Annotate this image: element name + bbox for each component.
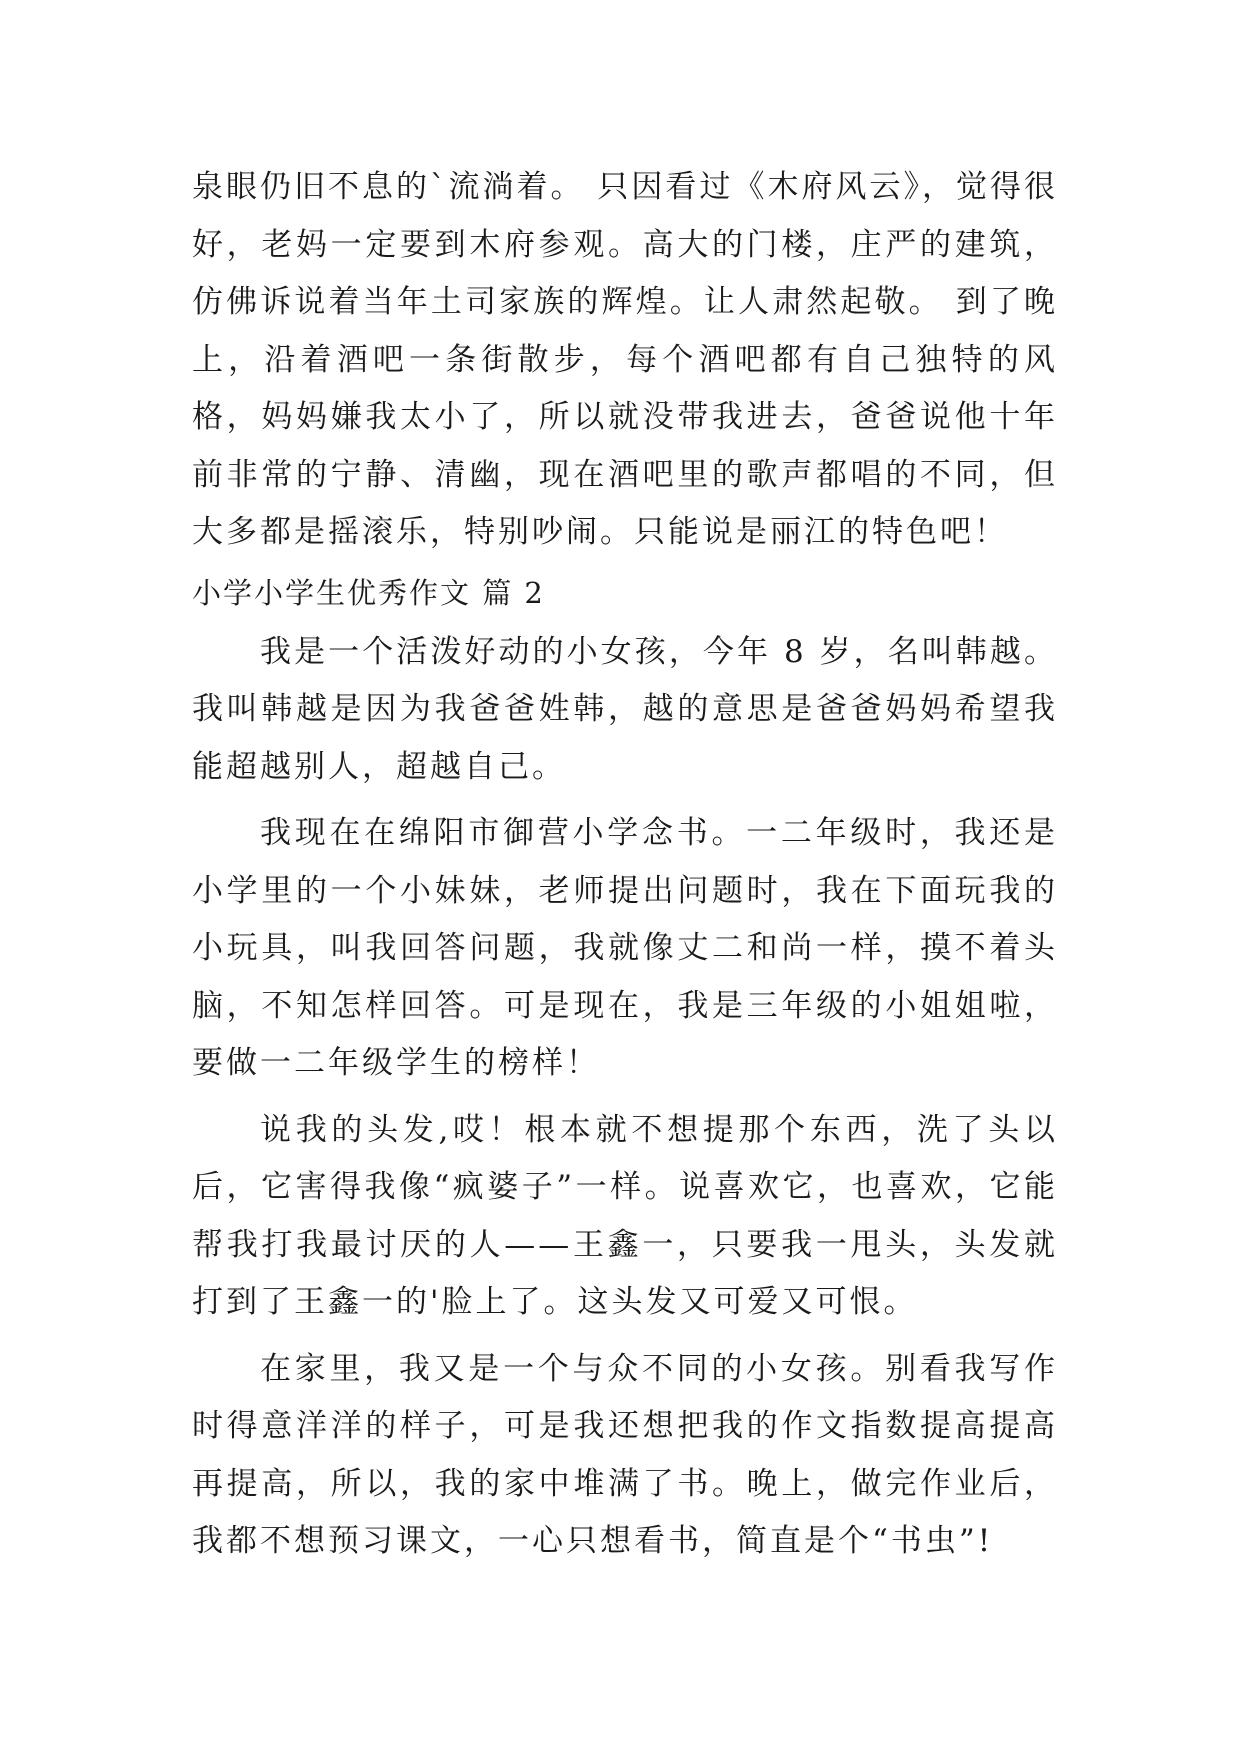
section-heading: 小学小学生优秀作文 篇 2	[192, 575, 545, 610]
document-body	[192, 159, 1058, 1571]
paragraph-3: 说我的头发,哎！根本就不想提那个东西，洗了头以后，它害得我像“疯婆子”一样。说喜欢它，也喜欢，它能帮我打我最讨厌的人——王鑫一，只要我一甩头，头发就打到了王鑫一的'脸上了。这头发又可爱又可恨。	[192, 1111, 1058, 1320]
paragraph-1: 我是一个活泼好动的小女孩，今年 8 岁，名叫韩越。我叫韩越是因为我爸爸姓韩，越的意思是爸爸妈妈希望我能超越别人，超越自己。	[192, 633, 1058, 785]
paragraph-2: 我现在在绵阳市御营小学念书。一二年级时，我还是小学里的一个小妹妹，老师提出问题时，我在下面玩我的小玩具，叫我回答问题，我就像丈二和尚一样，摸不着头脑，不知怎样回答。可是现在，我是三年级的小姐姐啦，要做一二年级学生的榜样！	[192, 815, 1058, 1081]
paragraph-4: 在家里，我又是一个与众不同的小女孩。别看我写作时得意洋洋的样子，可是我还想把我的作文指数提高提高再提高，所以，我的家中堆满了书。晚上，做完作业后，我都不想预习课文，一心只想看书，简直是个“书虫”!	[192, 1350, 1058, 1559]
paragraph-continued: 泉眼仍旧不息的`流淌着。 只因看过《木府风云》，觉得很好，老妈一定要到木府参观。高大的门楼，庄严的建筑，仿佛诉说着当年土司家族的辉煌。让人肃然起敬。 到了晚上，沿着酒吧一条街散步，每个酒吧都有自己独特的风格，妈妈嫌我太小了，所以就没带我进去，爸爸说他十年前非常的宁静、清幽，现在酒吧里的歌声都唱的不同，但大多都是摇滚乐，特别吵闹。只能说是丽江的特色吧！	[192, 169, 1058, 550]
